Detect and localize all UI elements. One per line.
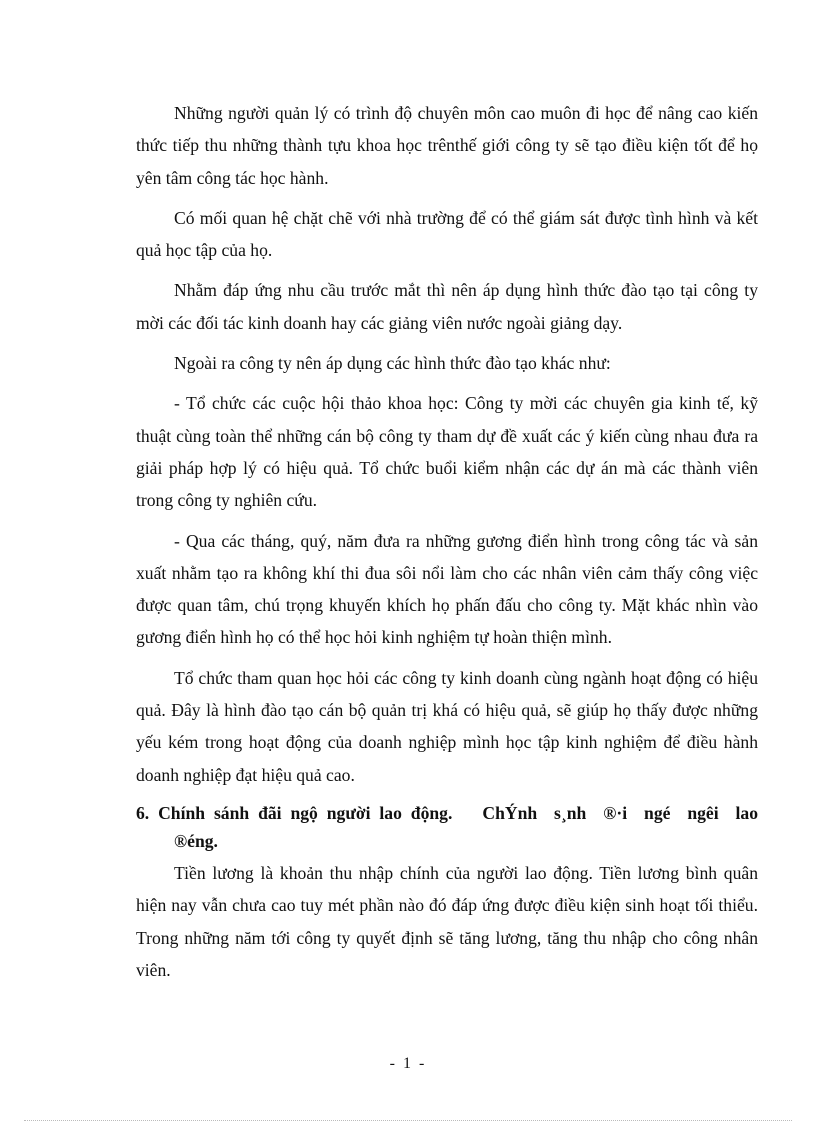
paragraph-other-methods: Ngoài ra công ty nên áp dụng các hình thức đào tạo khác như: [174, 353, 611, 374]
section-heading-garbled: ChÝnh s¸nh ®·i ngé ngêi lao ®éng. [174, 802, 758, 851]
paragraph-role-models: - Qua các tháng, quý, năm đưa ra những gương điển hình trong công tác và sản xuất nhằm tạo ra không khí thi đua sôi nổi làm cho các nhân viên cảm thấy công việc được quan tâm, chú trọng khuyến khích họ phấn đấu cho công ty. Mặt khác nhìn vào gương điển hình họ có thể học hỏi kinh nghiệm tự hoàn thiện mình. [136, 530, 758, 648]
page-number: - 1 - [389, 1055, 427, 1072]
section-heading [136, 799, 758, 855]
paragraph-school-relations: Có mối quan hệ chặt chẽ với nhà trường để có thể giám sát được tình hình và kết quả học tập của họ. [136, 207, 758, 261]
paragraph-seminars: - Tổ chức các cuộc hội thảo khoa học: Công ty mời các chuyên gia kinh tế, kỹ thuật cùng toàn thể những cán bộ công ty tham dự đề xuất các ý kiến cùng nhau đưa ra giải pháp hợp lý có hiệu quả. Tổ chức buổi kiểm nhận các dự án mà các thành viên trong công ty nghiên cứu. [136, 393, 758, 511]
paragraph-study-tours: Tổ chức tham quan học hỏi các công ty kinh doanh cùng ngành hoạt động có hiệu quả. Đây là hình đào tạo cán bộ quản trị khá có hiệu quả, sẽ giúp họ thấy được những yếu kém trong hoạt động của doanh nghiệp mình học tập kinh nghiệm để điều hành doanh nghiệp đạt hiệu quả cao. [136, 667, 758, 785]
section-heading-text: 6. Chính sánh đãi ngộ người lao động. [136, 802, 453, 823]
paragraph-training-managers: Những người quản lý có trình độ chuyên môn cao muôn đi học để nâng cao kiến thức tiếp thu những thành tựu khoa học trênthế giới công ty sẽ tạo điều kiện tốt để họ yên tâm công tác học hành. [136, 103, 758, 188]
paragraph-salary: Tiền lương là khoản thu nhập chính của người lao động. Tiền lương bình quân hiện nay vẫn chưa cao tuy mét phần nào đó đáp ứng được điều kiện sinh hoạt tối thiểu. Trong những năm tới công ty quyết định sẽ tăng lương, tăng thu nhập cho công nhân viên. [136, 862, 758, 980]
paragraph-onsite-training: Nhằm đáp ứng nhu cầu trước mắt thì nên áp dụng hình thức đào tạo tại công ty mời các đối tác kinh doanh hay các giảng viên nước ngoài giảng dạy. [136, 280, 758, 333]
document-body [136, 97, 758, 994]
page-bottom-divider [24, 1120, 792, 1121]
